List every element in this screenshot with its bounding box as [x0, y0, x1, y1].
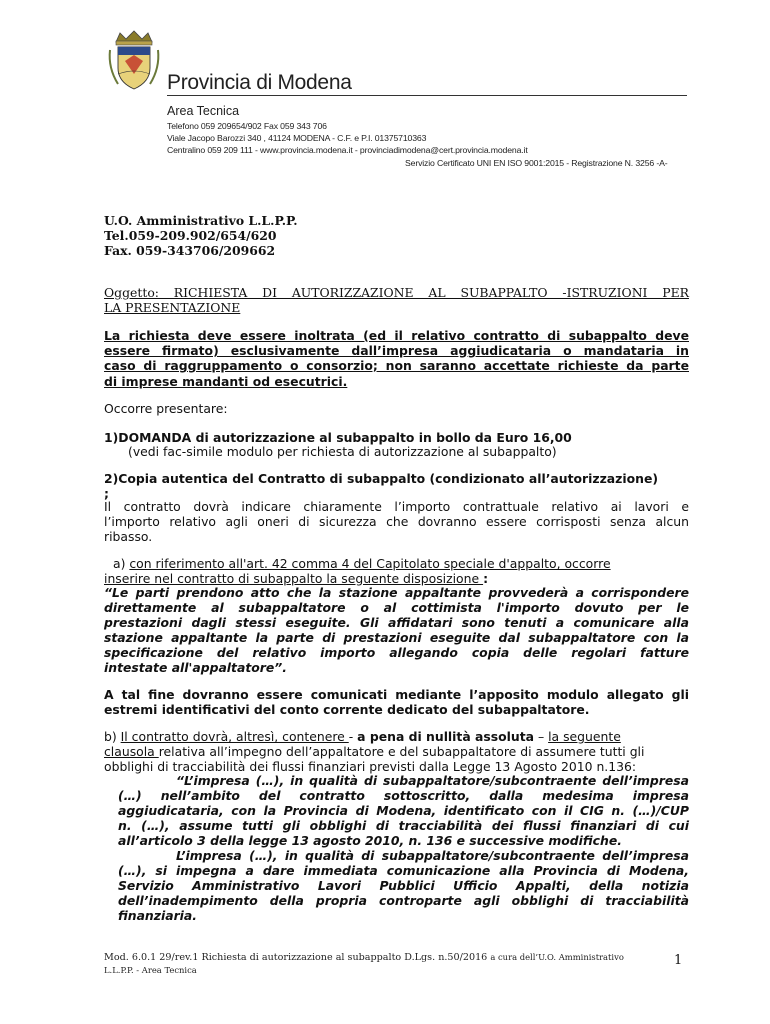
- point-a-prefix: a): [113, 556, 130, 571]
- intro-line-2: essere firmato) esclusivamente dall’impresa aggiudicataria o mandataria in: [104, 343, 689, 358]
- office-name: U.O. Amministrativo L.L.P.P.: [104, 213, 298, 228]
- item-2-line-1: Il contratto dovrà indicare chiaramente l’importo contrattuale relativo ai lavori e: [104, 499, 689, 514]
- quote-a-line-3: prestazioni dagli stessi eseguite. Gli affidatari sono tenuti a comunicare alla: [104, 615, 689, 630]
- footer-module-ref: Mod. 6.0.1 29/rev.1 Richiesta di autorizzazione al subappalto D.Lgs. n.50/2016: [104, 952, 491, 963]
- point-b-bold: a pena di nullità assoluta: [357, 729, 535, 744]
- point-b-underlined-2: la seguente: [548, 729, 621, 744]
- point-b-line-2: [104, 744, 644, 759]
- quote-b-line-1: “L’impresa (…), in qualità di subappaltatore/subcontraente dell’impresa: [176, 773, 689, 788]
- phone-line: Telefono 059 209654/902 Fax 059 343 706: [167, 121, 327, 131]
- fine-line-2: estremi identificativi del conto corrente dedicato del subappaltatore.: [104, 702, 590, 717]
- item-1-title: 1)DOMANDA di autorizzazione al subappalto in bollo da Euro 16,00: [104, 430, 572, 445]
- quote-b-line-2: (…) nell’ambito del contratto sottoscritto, dalla medesima impresa: [118, 788, 689, 803]
- point-b-text-2: relativa all’impegno dell’appaltatore e del subappaltatore di assumere tutti gli: [158, 744, 645, 759]
- intro-line-1: La richiesta deve essere inoltrata (ed il relativo contratto di subappalto deve: [104, 328, 689, 343]
- footer-curated-by: a cura dell’U.O. Amministrativo: [490, 952, 624, 962]
- footer-line-1: [104, 952, 624, 963]
- item-2-title: 2)Copia autentica del Contratto di subappalto (condizionato all’autorizzazione): [104, 471, 659, 486]
- point-b-line-1: [104, 729, 621, 744]
- address-line: Viale Jacopo Barozzi 340 , 41124 MODENA - C.F. e P.I. 01375710363: [167, 133, 427, 143]
- item-2-line-2: l’importo relativo agli oneri di sicurezza che dovranno essere corrisposti senza alcun: [104, 514, 689, 529]
- department-name: Area Tecnica: [167, 104, 240, 118]
- subject-line-1: Oggetto: RICHIESTA DI AUTORIZZAZIONE AL SUBAPPALTO -ISTRUZIONI PER: [104, 285, 689, 300]
- page-number: 1: [674, 953, 683, 968]
- quote-a-line-6: intestate all'appaltatore”.: [104, 660, 287, 675]
- point-a-text-1: con riferimento all'art. 42 comma 4 del Capitolato speciale d'appalto, occorre: [129, 556, 611, 571]
- intro-line-3: caso di raggruppamento o consorzio; non saranno accettate richieste da parte: [104, 358, 689, 373]
- quote-b-line-10: finanziaria.: [118, 908, 198, 923]
- point-a-line-1: [104, 556, 689, 571]
- quote-b-line-5: all’articolo 3 della legge 13 agosto 2010, n. 136 e successive modifiche.: [118, 833, 622, 848]
- quote-b-line-6: L’impresa (…), in qualità di subappaltatore/subcontraente dell’impresa: [176, 848, 689, 863]
- intro-line-4: di imprese mandanti od esecutrici.: [104, 374, 348, 389]
- quote-a-line-5: specificazione del relativo importo allegando copia delle regolari fatture: [104, 645, 689, 660]
- point-b-dash-2: –: [534, 729, 549, 744]
- header-divider: [167, 95, 687, 96]
- point-b-line-3: obblighi di tracciabilità dei flussi finanziari previsti dalla Legge 13 Agosto 2010 n.136:: [104, 759, 637, 774]
- point-b-underlined-1: Il contratto dovrà, altresì, contenere: [120, 729, 349, 744]
- point-a-colon: :: [483, 571, 489, 586]
- fine-line-1: A tal fine dovranno essere comunicati mediante l’apposito modulo allegato gli: [104, 687, 689, 702]
- point-b-prefix: b): [104, 729, 121, 744]
- point-b-clausola: clausola: [104, 744, 159, 759]
- province-crest-icon: [106, 28, 162, 92]
- point-a-text-2: inserire nel contratto di subappalto la seguente disposizione: [104, 571, 484, 586]
- quote-b-line-7: (…), si impegna a dare immediata comunicazione alla Provincia di Modena,: [118, 863, 689, 878]
- quote-b-line-8: Servizio Amministrativo Lavori Pubblici Ufficio Appalti, della notizia: [118, 878, 689, 893]
- office-tel: Tel.059-209.902/654/620: [104, 228, 277, 243]
- organization-name: Provincia di Modena: [167, 71, 352, 94]
- quote-b-line-4: n. (…), assume tutti gli obblighi di tracciabilità dei flussi finanziari di cui: [118, 818, 689, 833]
- office-fax: Fax. 059-343706/209662: [104, 243, 276, 258]
- quote-a-line-2: direttamente al subappaltatore o al cottimista l'importo dovuto per le: [104, 600, 689, 615]
- subject-line-2: LA PRESENTAZIONE: [104, 300, 241, 315]
- quote-a-line-1: “Le parti prendono atto che la stazione appaltante provvederà a corrispondere: [104, 585, 689, 600]
- certification-line: Servizio Certificato UNI EN ISO 9001:2015 - Registrazione N. 3256 -A-: [405, 158, 668, 168]
- contact-line: Centralino 059 209 111 - www.provincia.modena.it - provinciadimodena@cert.provincia.modena.it: [167, 145, 528, 155]
- quote-a-line-4: stazione appaltante la parte di prestazioni eseguite dal subappaltatore con la: [104, 630, 689, 645]
- item-2-semicolon: ;: [104, 486, 109, 501]
- quote-b-line-3: aggiudicataria, con la Provincia di Modena, identificato con il CIG n. (…)/CUP: [118, 803, 689, 818]
- footer-line-2: L.L.P.P. - Area Tecnica: [104, 965, 197, 975]
- occorre-label: Occorre presentare:: [104, 401, 228, 416]
- point-b-dash-1: -: [348, 729, 358, 744]
- item-1-note: (vedi fac-simile modulo per richiesta di autorizzazione al subappalto): [128, 444, 557, 459]
- quote-b-line-9: dell’inadempimento della propria controparte agli obblighi di tracciabilità: [118, 893, 689, 908]
- item-2-line-3: ribasso.: [104, 529, 153, 544]
